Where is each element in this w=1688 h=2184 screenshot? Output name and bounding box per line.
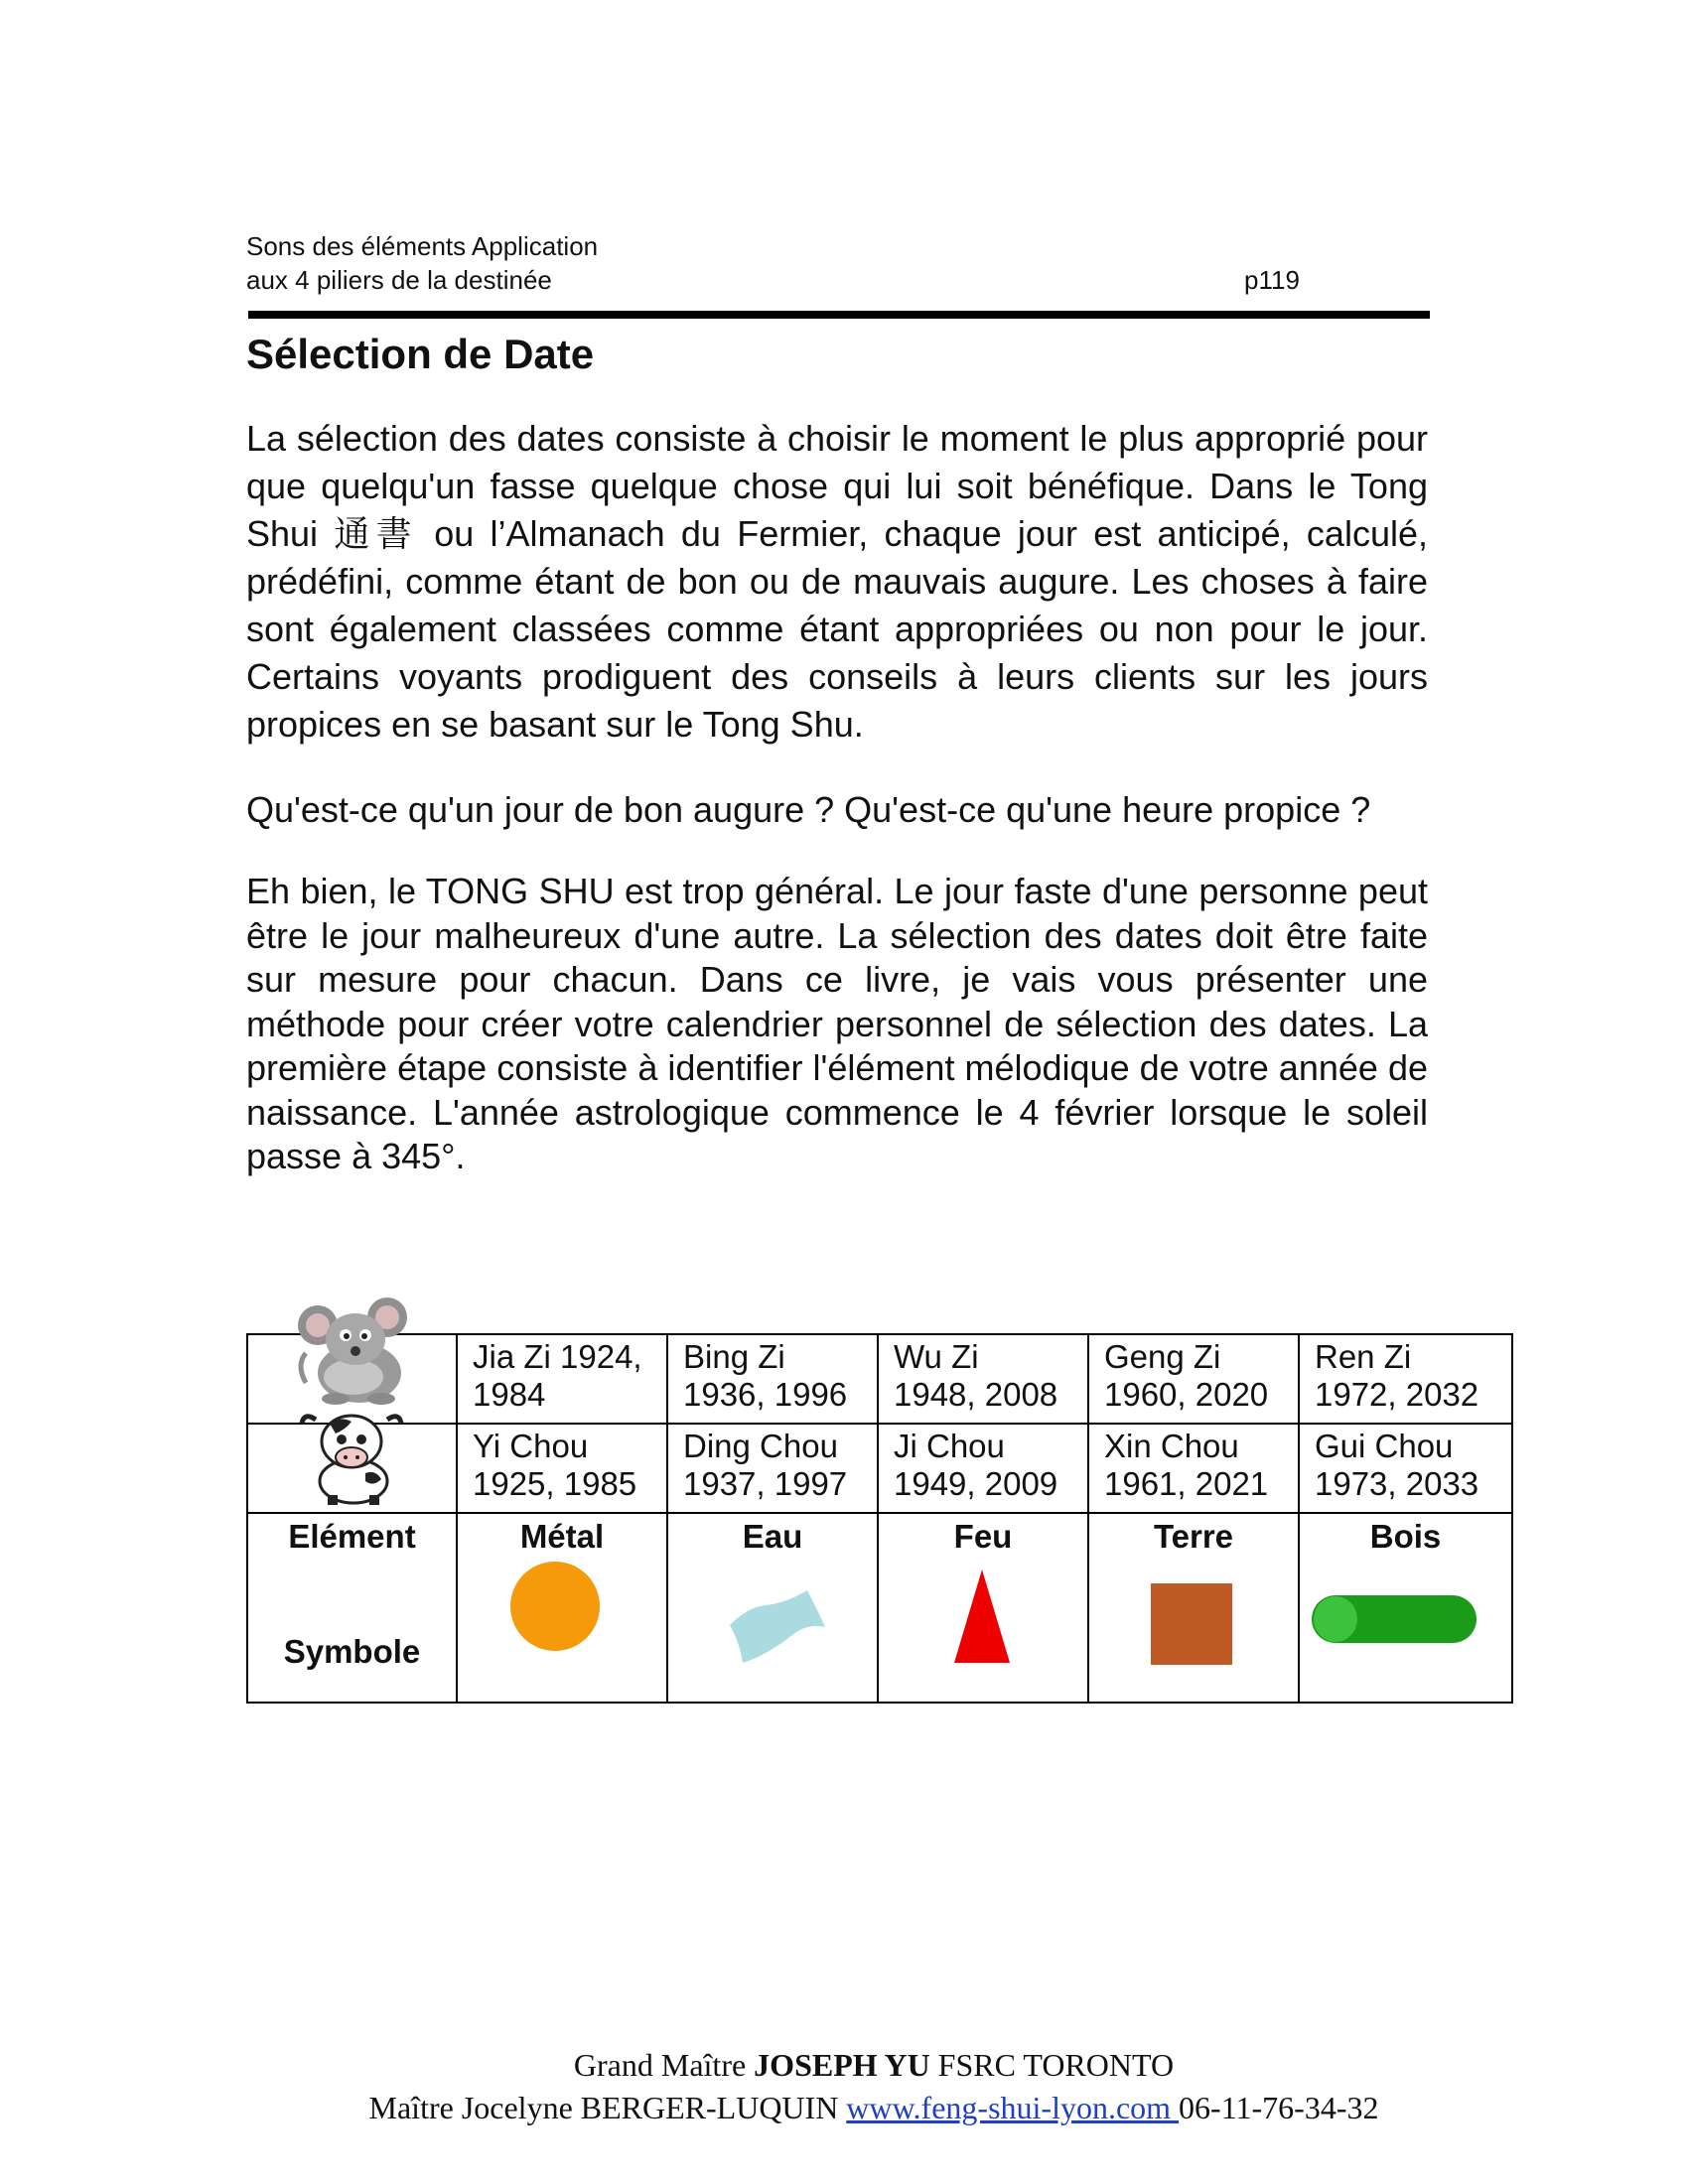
table-cell: Bing Zi 1936, 1996 xyxy=(667,1334,878,1424)
website-link[interactable]: www.feng-shui-lyon.com xyxy=(846,2090,1180,2125)
element-cell-water xyxy=(667,1513,878,1703)
table-cell: Xin Chou 1961, 2021 xyxy=(1088,1424,1299,1513)
element-name: Feu xyxy=(953,1518,1013,1555)
fire-triangle-symbol xyxy=(879,1556,1089,1695)
paragraph-intro: La sélection des dates consiste à choisir le moment le plus approprié pour que quelqu'un fasse quelque chose qui lui soit bénéfique. Dans le Tong Shui 通書 ou l’Almanach du Fermier, chaque jour est anticipé, calculé, prédéfini, comme étant de bon ou de mauvais augure. Les choses à faire sont également classées comme étant appropriées ou non pour le jour. Certains voyants prodiguent des conseils à leurs clients sur les jours propices en se basant sur le Tong Shu. xyxy=(246,418,1428,745)
element-name: Métal xyxy=(519,1518,605,1555)
element-cell-wood xyxy=(1299,1513,1512,1703)
rat-icon xyxy=(294,1296,411,1419)
running-header xyxy=(246,229,598,297)
page-title: Sélection de Date xyxy=(246,331,595,377)
footer-contact: Maître Jocelyne BERGER-LUQUIN www.feng-shui-lyon.com 06-11-76-34-32 xyxy=(368,2090,1379,2125)
ox-icon xyxy=(296,1408,405,1507)
element-cell-metal xyxy=(457,1513,667,1703)
table-row-rat xyxy=(247,1334,1512,1424)
earth-square-symbol xyxy=(1089,1556,1300,1695)
table-cell: Ding Chou 1937, 1997 xyxy=(667,1424,878,1513)
table-cell: Ren Zi 1972, 2032 xyxy=(1299,1334,1512,1424)
paragraph-method: Eh bien, le TONG SHU est trop général. Le jour faste d'une personne peut être le jour malheureux d'une autre. La sélection des dates doit être faite sur mesure pour chacun. Dans ce livre, je vais vous présenter une méthode pour créer votre calendrier personnel de sélection des dates. La première étape consiste à identifier l'élément mélodique de votre année de naissance. L'année astrologique commence le 4 février lorsque le soleil passe à 345°. xyxy=(246,871,1428,1176)
table-row-ox xyxy=(247,1424,1512,1513)
symbol-label: Symbole xyxy=(283,1633,421,1670)
header-divider xyxy=(248,311,1430,319)
table-cell: Geng Zi 1960, 2020 xyxy=(1088,1334,1299,1424)
header-line-1: Sons des éléments Application xyxy=(246,231,599,261)
table-cell: Wu Zi 1948, 2008 xyxy=(878,1334,1088,1424)
element-label-cell xyxy=(247,1513,457,1703)
table-row-elements xyxy=(247,1513,1512,1703)
element-name: Bois xyxy=(1369,1518,1442,1555)
element-name: Terre xyxy=(1153,1518,1234,1555)
zodiac-element-table xyxy=(246,1333,1513,1704)
table-cell: Ji Chou 1949, 2009 xyxy=(878,1424,1088,1513)
wood-rod-symbol xyxy=(1300,1556,1513,1695)
paragraph-question: Qu'est-ce qu'un jour de bon augure ? Qu'est-ce qu'une heure propice ? xyxy=(246,789,1371,830)
table-cell: Yi Chou 1925, 1985 xyxy=(457,1424,667,1513)
table-cell: Gui Chou 1973, 2033 xyxy=(1299,1424,1512,1513)
footer-author: Grand Maître JOSEPH YU FSRC TORONTO xyxy=(573,2047,1175,2083)
phone-number: 06-11-76-34-32 xyxy=(1179,2090,1379,2125)
element-label: Elément xyxy=(288,1518,416,1555)
element-cell-fire xyxy=(878,1513,1088,1703)
element-cell-earth xyxy=(1088,1513,1299,1703)
page-number: p119 xyxy=(1244,265,1300,295)
table-cell: Jia Zi 1924, 1984 xyxy=(457,1334,667,1424)
element-name: Eau xyxy=(742,1518,803,1555)
metal-circle-symbol xyxy=(458,1556,668,1695)
water-wave-symbol xyxy=(668,1556,879,1695)
header-line-2: aux 4 piliers de la destinée xyxy=(246,265,552,295)
